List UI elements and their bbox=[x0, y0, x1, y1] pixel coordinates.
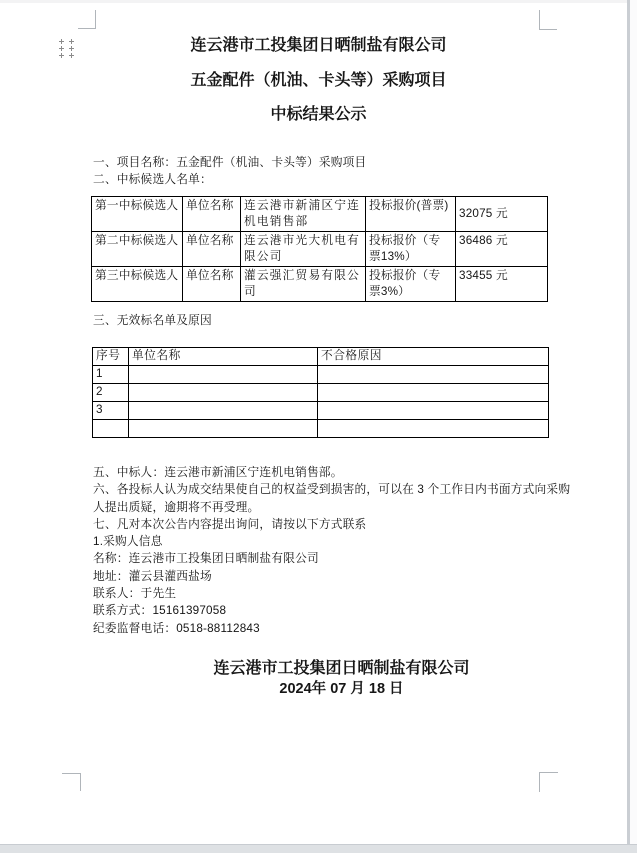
unit-name-cell bbox=[129, 402, 318, 420]
table-row bbox=[92, 197, 548, 232]
signature-date: 2024年 07 月 18 日 bbox=[279, 681, 404, 697]
company-cell: 连云港市光大机电有限公司 bbox=[241, 232, 366, 267]
reason-cell bbox=[318, 366, 549, 384]
section-block-top bbox=[93, 154, 366, 189]
price-amount-cell: 33455 元 bbox=[456, 267, 548, 302]
section-candidate-list-label: 二、中标候选人名单： bbox=[93, 173, 212, 187]
table-row bbox=[93, 420, 549, 438]
crop-mark-top-right bbox=[539, 10, 557, 30]
table-row bbox=[92, 232, 548, 267]
signature-block bbox=[23, 658, 637, 700]
contact-person: 联系人：于先生 bbox=[93, 587, 177, 601]
table-row bbox=[93, 402, 549, 420]
rank-cell: 第三中标候选人 bbox=[92, 267, 183, 302]
serial-cell: 2 bbox=[93, 384, 129, 402]
title-announcement: 中标结果公示 bbox=[270, 106, 367, 124]
canvas-top-edge bbox=[0, 0, 637, 3]
contact-heading: 1.采购人信息 bbox=[93, 535, 163, 549]
contact-address: 地址：灌云县灌西盐场 bbox=[93, 569, 212, 583]
crop-mark-bottom-right bbox=[539, 772, 558, 792]
rank-cell: 第一中标候选人 bbox=[92, 197, 183, 232]
rank-cell: 第二中标候选人 bbox=[92, 232, 183, 267]
canvas-right-margin bbox=[630, 0, 637, 853]
price-type-cell: 投标报价（专票13%） bbox=[366, 232, 456, 267]
section-invalid-bids-label: 三、无效标名单及原因 bbox=[93, 314, 212, 327]
section-objection: 六、各投标人认为成交结果使自己的权益受到损害的，可以在 3 个工作日内书面方式向采购人提出质疑，逾期将不再受理。 bbox=[93, 483, 571, 514]
table-row bbox=[93, 384, 549, 402]
serial-cell: 3 bbox=[93, 402, 129, 420]
section-project-name: 一、项目名称：五金配件（机油、卡头等）采购项目 bbox=[93, 156, 367, 169]
invalid-bids-table bbox=[92, 347, 549, 438]
unit-name-cell bbox=[129, 384, 318, 402]
company-cell: 灌云强汇贸易有限公司 bbox=[241, 267, 366, 302]
header-serial: 序号 bbox=[93, 348, 129, 366]
price-type-cell: 投标报价(普票) bbox=[366, 197, 456, 232]
unit-label-cell: 单位名称 bbox=[183, 267, 241, 302]
table-row bbox=[93, 366, 549, 384]
unit-name-cell bbox=[129, 420, 318, 438]
header-reason: 不合格原因 bbox=[318, 348, 549, 366]
reason-cell bbox=[318, 402, 549, 420]
table-header-row bbox=[93, 348, 549, 366]
table-row bbox=[92, 267, 548, 302]
serial-cell bbox=[93, 420, 129, 438]
price-type-cell: 投标报价（专票3%） bbox=[366, 267, 456, 302]
document-title-block bbox=[0, 29, 637, 133]
price-amount-cell: 36486 元 bbox=[456, 232, 548, 267]
canvas-bottom-bar bbox=[0, 844, 637, 853]
section-winner: 五、中标人：连云港市新浦区宁连机电销售部。 bbox=[93, 466, 343, 479]
title-project: 五金配件（机油、卡头等）采购项目 bbox=[190, 71, 447, 89]
unit-name-cell bbox=[129, 366, 318, 384]
reason-cell bbox=[318, 384, 549, 402]
crop-mark-bottom-left bbox=[62, 773, 81, 791]
section-inquiry: 七、凡对本次公告内容提出询问，请按以下方式联系 bbox=[93, 517, 367, 531]
contact-phone: 联系方式：15161397058 bbox=[93, 604, 227, 618]
contact-name: 名称：连云港市工投集团日晒制盐有限公司 bbox=[93, 552, 319, 566]
unit-label-cell: 单位名称 bbox=[183, 197, 241, 232]
unit-label-cell: 单位名称 bbox=[183, 232, 241, 267]
crop-mark-top-left bbox=[78, 10, 96, 29]
contact-supervision-phone: 纪委监督电话：0518-88112843 bbox=[93, 621, 260, 635]
header-unit-name: 单位名称 bbox=[129, 348, 318, 366]
signature-company: 连云港市工投集团日晒制盐有限公司 bbox=[213, 660, 470, 677]
section-block-bottom bbox=[93, 464, 573, 637]
company-cell: 连云港市新浦区宁连机电销售部 bbox=[241, 197, 366, 232]
price-amount-cell: 32075 元 bbox=[456, 197, 548, 232]
candidate-table bbox=[91, 196, 548, 302]
title-company: 连云港市工投集团日晒制盐有限公司 bbox=[190, 37, 447, 54]
serial-cell: 1 bbox=[93, 366, 129, 384]
reason-cell bbox=[318, 420, 549, 438]
